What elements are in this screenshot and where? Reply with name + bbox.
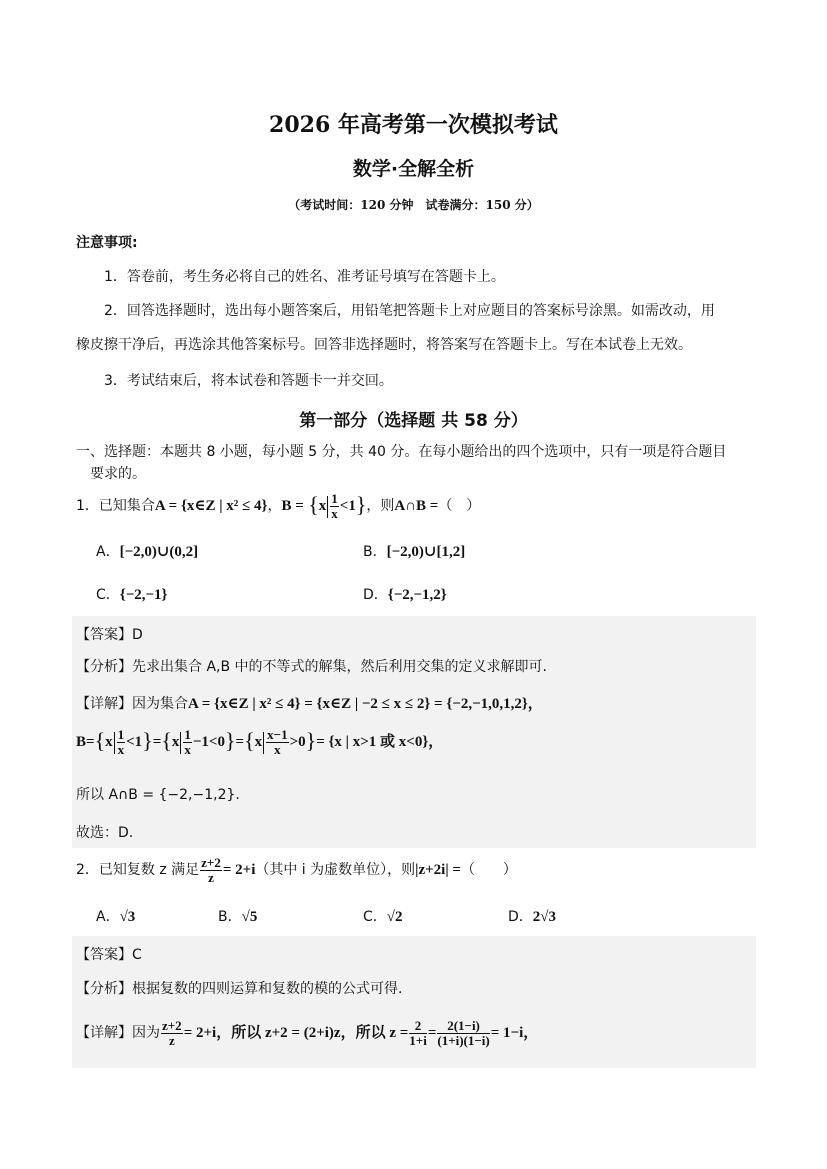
q2-option-d: D．2√3	[508, 909, 557, 925]
q1-number: 1．已知集合	[76, 498, 155, 514]
q1-option-b: B．[−2,0)∪[1,2]	[363, 544, 466, 560]
q1-analysis: 【分析】先求出集合 A,B 中的不等式的解集，然后利用交集的定义求解即可.	[76, 659, 547, 675]
q2-analysis: 【分析】根据复数的四则运算和复数的模的公式可得.	[76, 981, 403, 997]
part1-intro-cont: 要求的。	[90, 466, 146, 482]
exam-subtitle: 数学·全解全析	[352, 158, 475, 180]
q1-set-b-lhs: B =	[281, 498, 304, 514]
question-1	[76, 490, 480, 521]
notes-item-3: 3．考试结束后，将本试卷和答题卡一并交回。	[104, 373, 393, 389]
question-2: 2．已知复数 z 满足 $\frac{z+2}{z}$ = 2+i（其中 i 为虚数单位），则|z+2i| =（ ）	[76, 854, 517, 885]
q1-sep: ，	[267, 498, 282, 514]
q1-set-b: {x $\frac{1}{x}$ <1}	[308, 491, 367, 522]
exam-meta: （考试时间：120 分钟 试卷满分：150 分）	[288, 198, 539, 212]
q2-option-c: C．√2	[363, 909, 403, 925]
q1-detail-2: B={x $\frac{1}{x}$ <1}={x $\frac{1}{x}$ −1<0}={x $\frac{x-1}{x}$ >0}= {x | x>1 或 x<0}，	[76, 727, 444, 758]
q2-option-a: A．√3	[96, 909, 136, 925]
q2-answer: 【答案】C	[76, 947, 142, 963]
q1-detail-1: 【详解】因为集合A = {x∈Z | x² ≤ 4} = {x∈Z | −2 ≤ x ≤ 2} = {−2,−1,0,1,2}，	[76, 696, 543, 712]
q2-detail: 【详解】因为 $\frac{z+2}{z}$ = 2+i，所以 z+2 = (2+i)z，所以 z = $\frac{2}{1+i}$ = $\frac{2(1-i)}{(1+i)(1-i)}$ = 1−i，	[76, 1017, 539, 1048]
notes-item-2: 2．回答选择题时，选出每小题答案后，用铅笔把答题卡上对应题目的答案标号涂黑。如需改动，用	[104, 303, 715, 319]
q1-choice: 故选：D.	[76, 825, 134, 841]
notes-heading: 注意事项:	[76, 235, 138, 251]
q1-detail-3: 所以 A∩B = {−2,−1,2}.	[76, 787, 240, 803]
q1-paren: （ ）	[438, 498, 481, 514]
q1-option-d: D．{−2,−1,2}	[363, 587, 447, 603]
part1-title: 第一部分（选择题 共 58 分）	[299, 411, 528, 431]
q2-fraction: $\frac{z+2}{z}$	[201, 854, 221, 885]
q2-option-b: B．√5	[218, 909, 258, 925]
q1-answer: 【答案】D	[76, 627, 143, 643]
q1-intersect: A∩B =	[394, 498, 439, 514]
q1-tail: ，则	[366, 498, 395, 514]
notes-item-1: 1．答卷前，考生务必将自己的姓名、准考证号填写在答题卡上。	[104, 269, 505, 285]
part1-intro: 一、选择题：本题共 8 小题，每小题 5 分，共 40 分。在每小题给出的四个选项中，只有一项是符合题目	[76, 444, 727, 460]
q1-option-a: A．[−2,0)∪(0,2]	[96, 544, 199, 560]
q1-set-a: A = {x∈Z | x² ≤ 4}	[154, 498, 268, 514]
exam-title: 2026 年高考第一次模拟考试	[269, 112, 558, 138]
q1-option-c: C．{−2,−1}	[96, 587, 168, 603]
notes-item-2-cont: 橡皮擦干净后，再选涂其他答案标号。回答非选择题时，将答案写在答题卡上。写在本试卷上无效。	[76, 337, 692, 353]
